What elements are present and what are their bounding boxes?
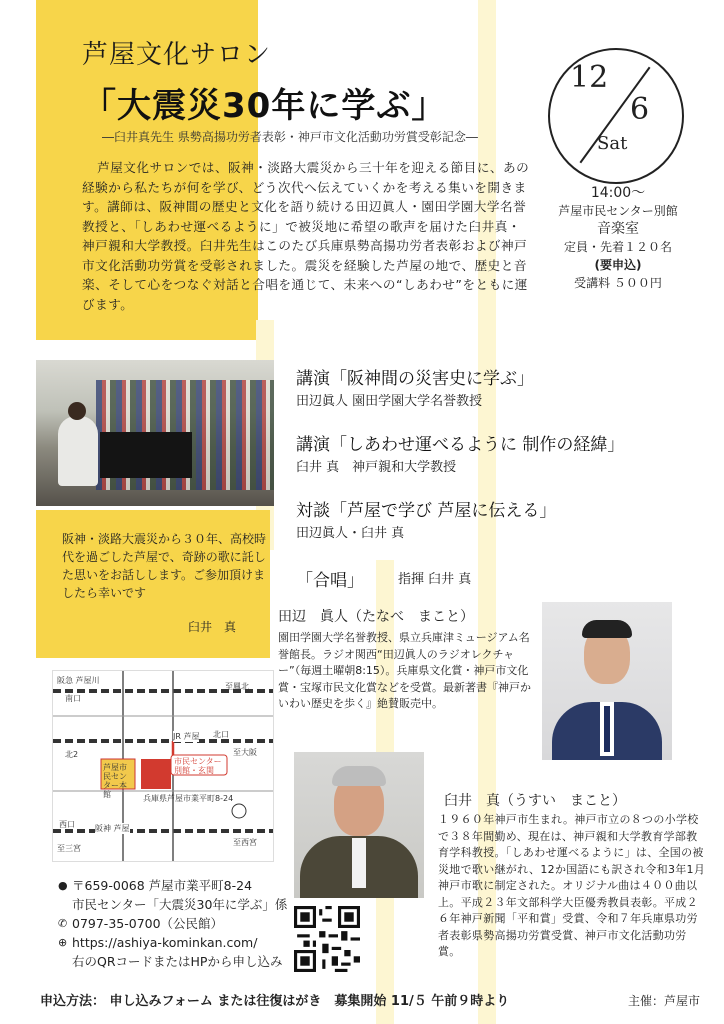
tie xyxy=(604,706,610,752)
map-address: 兵庫県芦屋市業平町8-24 xyxy=(143,794,234,803)
contact-url[interactable]: https://ashiya-kominkan.com/ xyxy=(72,935,258,950)
event-capacity: 定員・先着１２０名 xyxy=(563,240,672,254)
person2-bio: １９６０年神戸市生まれ。神戸市立の８つの小学校で３８年間勤め、現在は、神戸親和大学教育学部教育学科教授。「しあわせ運べるように」は、全国の被災地で歌い継がれ、12か国語にも訳され令和3年1月神戸市歌に制定された。オリジナル曲は４００曲以上。平成２３年文部科学大臣優秀教員表彰。平成２６年神戸新聞「平和賞」受賞、令和７年兵庫県功労者表彰県勢高揚功労賞受賞、神戸市文化活動功労賞。 xyxy=(438,813,706,958)
access-map xyxy=(52,670,274,862)
event-info xyxy=(548,184,688,292)
event-title: 「大震災30年に学ぶ」 xyxy=(82,86,447,126)
organizer: 主催：芦屋市 xyxy=(628,994,701,1008)
date-badge xyxy=(548,48,684,184)
date-weekday: Sat xyxy=(597,133,628,154)
pianist-head xyxy=(68,402,86,420)
center-annex-building xyxy=(141,759,171,789)
globe-icon: ⊕ xyxy=(58,936,68,949)
person2-name: 臼井 真（うすい まこと） xyxy=(444,793,626,809)
speaker-signature: 臼井 真 xyxy=(188,620,237,634)
map-label-to-osaka: 至大阪 xyxy=(233,748,257,757)
map-label-annex-entrance: 市民センター別館・玄関 xyxy=(174,757,222,775)
piano xyxy=(100,432,192,478)
date-month: 12 xyxy=(570,60,609,95)
event-room: 音楽室 xyxy=(597,221,639,237)
location-pin-icon: ● xyxy=(58,879,68,892)
contact-destination: 市民センター「大震災30年に学ぶ」係 xyxy=(72,897,288,912)
qr-code-image xyxy=(294,906,360,972)
program-speaker-3: 田辺眞人・臼井 真 xyxy=(296,526,405,541)
chorus-title: 「合唱」 xyxy=(296,571,364,591)
reservation-note: (要申込) xyxy=(594,258,642,272)
program-title-3: 対談「芦屋で学び 芦屋に伝える」 xyxy=(296,501,557,521)
event-subtitle: ―臼井真先生 県勢高揚功労者表彰・神戸市文化活動功労賞受彰記念― xyxy=(102,130,478,144)
person1-name: 田辺 眞人（たなべ まこと） xyxy=(278,609,474,625)
event-series-title: 芦屋文化サロン xyxy=(82,40,272,70)
map-label-to-sannomiya: 至三宮 xyxy=(57,844,81,853)
map-label-west-exit: 西口 xyxy=(59,820,75,829)
event-time: 14:00～ xyxy=(590,185,646,201)
map-label-north-exit: 北口 xyxy=(213,730,229,739)
station-jr-ashiya: JR 芦屋 xyxy=(173,732,200,741)
map-label-direction: 至鳳北 xyxy=(225,682,249,691)
contact-phone[interactable]: 0797-35-0700（公民館） xyxy=(72,916,224,931)
chorus-conductor: 指揮 臼井 真 xyxy=(398,572,472,587)
speaker-message: 阪神・淡路大震災から３０年、高校時代を過ごした芦屋で、奇跡の歌に託した思いをお話しします。ご参加頂けましたら幸いです xyxy=(62,532,267,600)
person2-portrait xyxy=(294,752,424,898)
station-hankyu-ashiyagawa: 阪急 芦屋川 xyxy=(57,676,100,685)
program-speaker-2: 臼井 真 神戸親和大学教授 xyxy=(296,460,457,475)
map-label-main-center: 芦屋市民センター本館 xyxy=(103,763,127,799)
hair xyxy=(582,620,632,638)
application-method: 申込方法： 申し込みフォーム または往復はがき 募集開始 11/５ 午前９時より xyxy=(40,994,510,1009)
choir-photo xyxy=(36,360,274,506)
pianist xyxy=(58,416,98,486)
map-drawing xyxy=(53,671,273,861)
program-title-1: 講演「阪神間の災害史に学ぶ」 xyxy=(296,369,534,389)
date-day: 6 xyxy=(630,92,650,127)
shirt xyxy=(352,838,366,888)
north-compass-icon xyxy=(232,804,246,818)
person1-portrait xyxy=(542,602,672,760)
map-label-south-exit: 南口 xyxy=(65,694,81,703)
person1-bio: 園田学園大学名誉教授、県立兵庫津ミュージアム名誉館長。ラジオ関西“田辺眞人のラジオレクチャー”（毎週土曜朝8:15）。兵庫県文化賞・神戸市文化賞・宝塚市民文化賞などを受賞。最新著書『神戸かいわい歴史を歩く』絶賛販売中。 xyxy=(278,631,531,710)
qr-code[interactable] xyxy=(294,906,360,972)
hair xyxy=(332,766,386,786)
program-speaker-1: 田辺眞人 園田学園大学名誉教授 xyxy=(296,394,483,409)
station-hanshin-ashiya: 阪神 芦屋 xyxy=(95,824,130,833)
contact-qr-note: 右のQRコードまたはHPから申し込み xyxy=(72,954,283,969)
event-fee: 受講料 ５００円 xyxy=(574,276,662,290)
map-label-north: 北2 xyxy=(65,750,79,759)
program-title-2: 講演「しあわせ運べるように 制作の経緯」 xyxy=(296,435,625,455)
contact-postal: 〒659-0068 芦屋市業平町8-24 xyxy=(72,878,253,893)
phone-icon: ✆ xyxy=(58,917,68,930)
event-venue: 芦屋市民センター別館 xyxy=(558,204,678,218)
contact-block xyxy=(58,876,287,971)
intro-paragraph: 芦屋文化サロンでは、阪神・淡路大震災から三十年を迎える節目に、あの経験から私たちが何を学び、どう次代へ伝えていくかを考える集いを開きます。講師は、阪神間の歴史と文化を語り続ける田辺眞人・園田学園大学名誉教授と、「しあわせ運べるように」で被災地に希望の歌声を届けた臼井真・神戸親和大学教授。臼井先生はこのたび兵庫県勢高揚功労者表彰および神戸市文化活動功労賞を受彰されました。震災を経験した芦屋の地で、歴史と音楽、そして心をつなぐ対話と合唱を通じて、未来への“しあわせ”をともに運びます。 xyxy=(82,160,530,312)
map-label-to-nishinomiya: 至西宮 xyxy=(233,838,257,847)
